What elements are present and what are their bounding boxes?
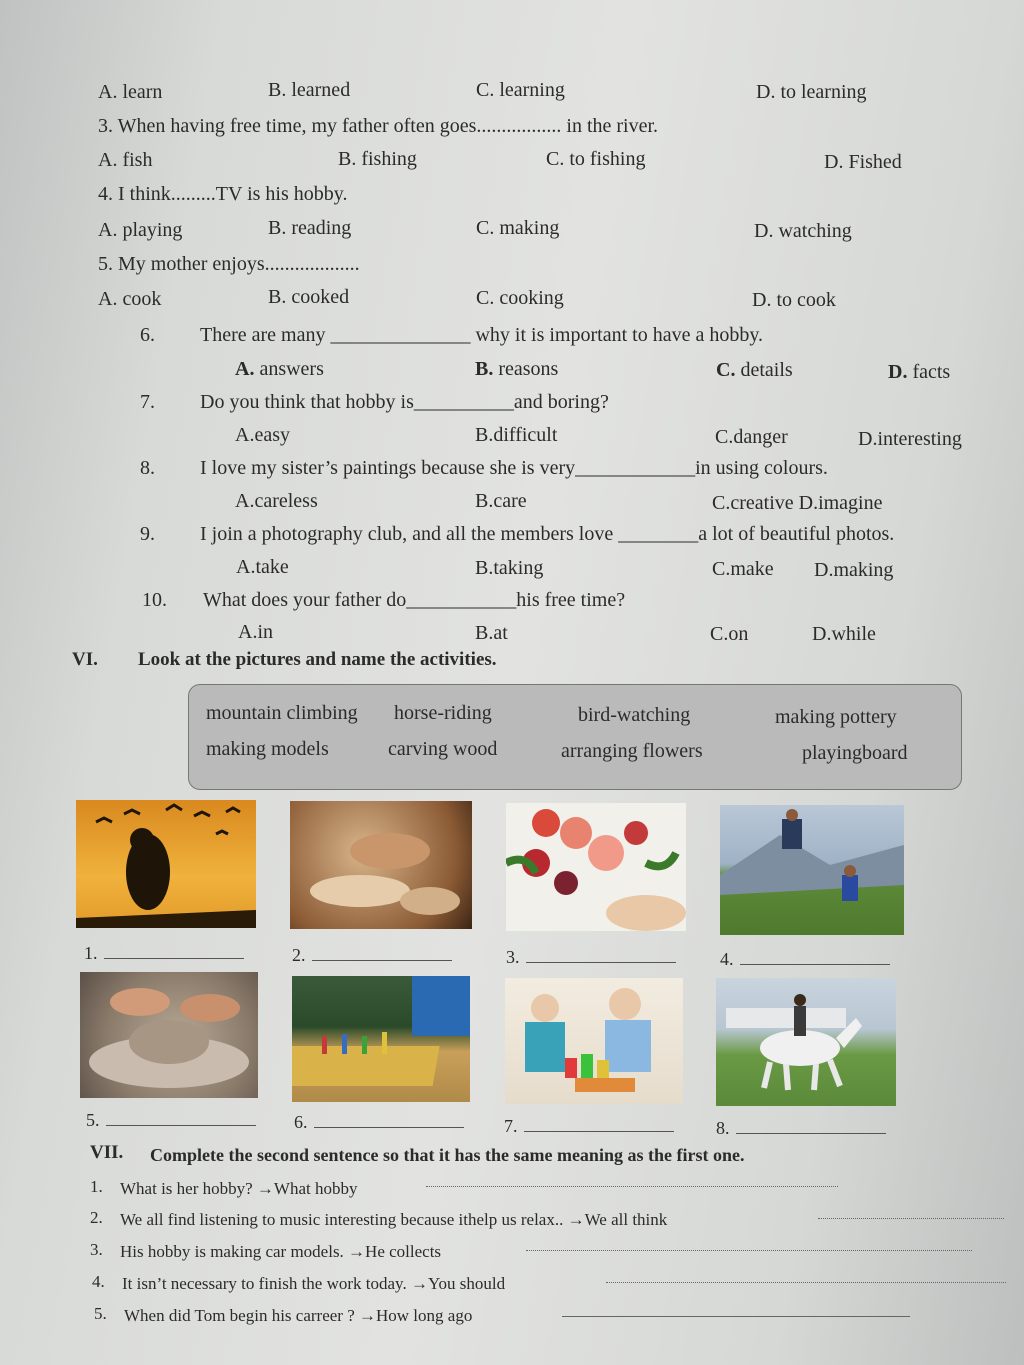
q10-text: What does your father do___________his free time? [203,589,626,611]
q5-option-b: B. cooked [268,286,350,308]
q6-option-a-text: answers [259,358,324,380]
q9-option-c: C.make [712,558,774,580]
q6-option-d: D. facts [888,361,951,383]
q10-option-b: B.at [475,622,508,644]
answer-label-2: 2. [292,945,306,965]
rewrite-5-text: When did Tom begin his carreer ? →How long ago [124,1306,473,1325]
answer-label-7: 7. [504,1116,518,1136]
q3-text: 3. When having free time, my father often goes................. in the river. [98,115,659,137]
section-6-title: Look at the pictures and name the activities. [138,649,497,670]
q4-text: 4. I think.........TV is his hobby. [98,183,348,205]
section-6-number: VI. [72,649,98,670]
word-making-pottery: making pottery [775,706,897,728]
q10-option-c: C.on [710,623,749,645]
q3-option-c: C. to fishing [546,148,646,170]
q2-option-a: A. learn [98,81,163,103]
q5-text: 5. My mother enjoys................... [98,253,360,275]
answer-label-8: 8. [716,1118,730,1138]
q6-text: There are many ______________ why it is important to have a hobby. [200,324,764,346]
q5-option-d: D. to cook [752,289,836,311]
q6-option-b: B. reasons [475,358,559,380]
photo-making-models [505,978,683,1104]
rewrite-2-text: We all find listening to music interesting because ithelp us relax.. →We all think [120,1210,668,1229]
q8-option-cd: C.creative D.imagine [712,492,883,514]
q7-option-a: A.easy [235,424,290,446]
q5-option-c: C. cooking [476,287,564,309]
rewrite-4-answer[interactable] [606,1282,1006,1283]
q10-option-d: D.while [812,623,876,645]
q4-option-a: A. playing [98,219,183,241]
q8-option-b: B.care [475,490,527,512]
answer-line-8[interactable] [716,1118,886,1139]
rewrite-2-number: 2. [90,1208,103,1227]
rewrite-3-number: 3. [90,1240,103,1259]
q3-option-d: D. Fished [824,151,902,173]
q3-option-b: B. fishing [338,148,417,170]
q10-number: 10. [142,589,167,611]
q7-number: 7. [140,391,155,413]
photo-mountain-climbing [720,805,904,935]
answer-label-3: 3. [506,947,520,967]
q6-option-c: C. details [716,359,793,381]
q4-option-d: D. watching [754,220,852,242]
answer-line-5[interactable] [86,1110,256,1131]
q6-option-b-text: reasons [498,358,559,380]
rewrite-1-answer[interactable] [426,1186,838,1187]
word-horse-riding: horse-riding [394,702,492,724]
rewrite-4-number: 4. [92,1272,105,1291]
kids-building-blocks-icon [505,978,683,1104]
rewrite-5-answer[interactable] [562,1316,910,1317]
section-7-title: Complete the second sentence so that it has the same meaning as the first one. [150,1145,745,1165]
q2-option-d: D. to learning [756,81,867,103]
flower-bouquet-icon [506,803,686,931]
answer-line-7[interactable] [504,1116,674,1137]
q6-option-c-text: details [740,359,793,381]
hands-carving-icon [290,801,472,929]
q10-option-a: A.in [238,621,273,643]
photo-board-game [292,976,470,1102]
horse-rider-icon [716,978,896,1106]
photo-bird-watching [76,800,256,928]
q8-text: I love my sister’s paintings because she is very____________in using colours. [200,457,828,479]
answer-line-3[interactable] [506,947,676,968]
climbers-icon [720,805,904,935]
q6-option-d-text: facts [912,361,951,383]
word-making-models: making models [206,738,329,760]
q9-text: I join a photography club, and all the members love ________a lot of beautiful photos. [200,523,895,545]
answer-line-6[interactable] [294,1112,464,1133]
photo-making-pottery [80,972,258,1098]
q9-option-b: B.taking [475,557,544,579]
rewrite-1-number: 1. [90,1177,103,1196]
answer-line-4[interactable] [720,949,890,970]
answer-label-5: 5. [86,1110,100,1130]
q6-option-a: A. answers [235,358,324,380]
rewrite-5-number: 5. [94,1304,107,1323]
answer-line-2[interactable] [292,945,452,966]
q7-option-b: B.difficult [475,424,558,446]
q9-number: 9. [140,523,155,545]
q8-option-a: A.careless [235,490,318,512]
q5-option-a: A. cook [98,288,162,310]
q6-number: 6. [140,324,155,346]
word-bird-watching: bird-watching [578,704,691,726]
photo-arranging-flowers [506,803,686,931]
section-7-number: VII. [90,1142,124,1163]
rewrite-4-text: It isn’t necessary to finish the work today. →You should [122,1274,506,1293]
rewrite-1-text: What is her hobby? →What hobby [120,1179,358,1198]
q8-number: 8. [140,457,155,479]
answer-label-4: 4. [720,949,734,969]
answer-label-1: 1. [84,943,98,963]
photo-carving-wood [290,801,472,929]
word-arranging-flowers: arranging flowers [561,740,703,762]
q2-option-b: B. learned [268,79,351,101]
pottery-wheel-icon [80,972,258,1098]
answer-label-6: 6. [294,1112,308,1132]
q4-option-c: C. making [476,217,560,239]
q3-option-a: A. fish [98,149,153,171]
photo-horse-riding [716,978,896,1106]
bird-watcher-silhouette-icon [76,800,256,928]
q7-option-c: C.danger [715,426,788,448]
word-box [188,684,962,790]
q9-option-d: D.making [814,559,894,581]
q9-option-a: A.take [236,556,289,578]
q2-option-c: C. learning [476,79,565,101]
word-mountain-climbing: mountain climbing [206,702,358,724]
q7-text: Do you think that hobby is__________and boring? [200,391,609,413]
q4-option-b: B. reading [268,217,352,239]
board-game-icon [292,976,470,1102]
rewrite-3-text: His hobby is making car models. →He collects [120,1242,442,1261]
word-carving-wood: carving wood [388,738,498,760]
answer-line-1[interactable] [84,943,244,964]
rewrite-2-answer[interactable] [818,1218,1004,1219]
word-playingboard: playingboard [802,742,908,764]
rewrite-3-answer[interactable] [526,1250,972,1251]
q7-option-d: D.interesting [858,428,962,450]
